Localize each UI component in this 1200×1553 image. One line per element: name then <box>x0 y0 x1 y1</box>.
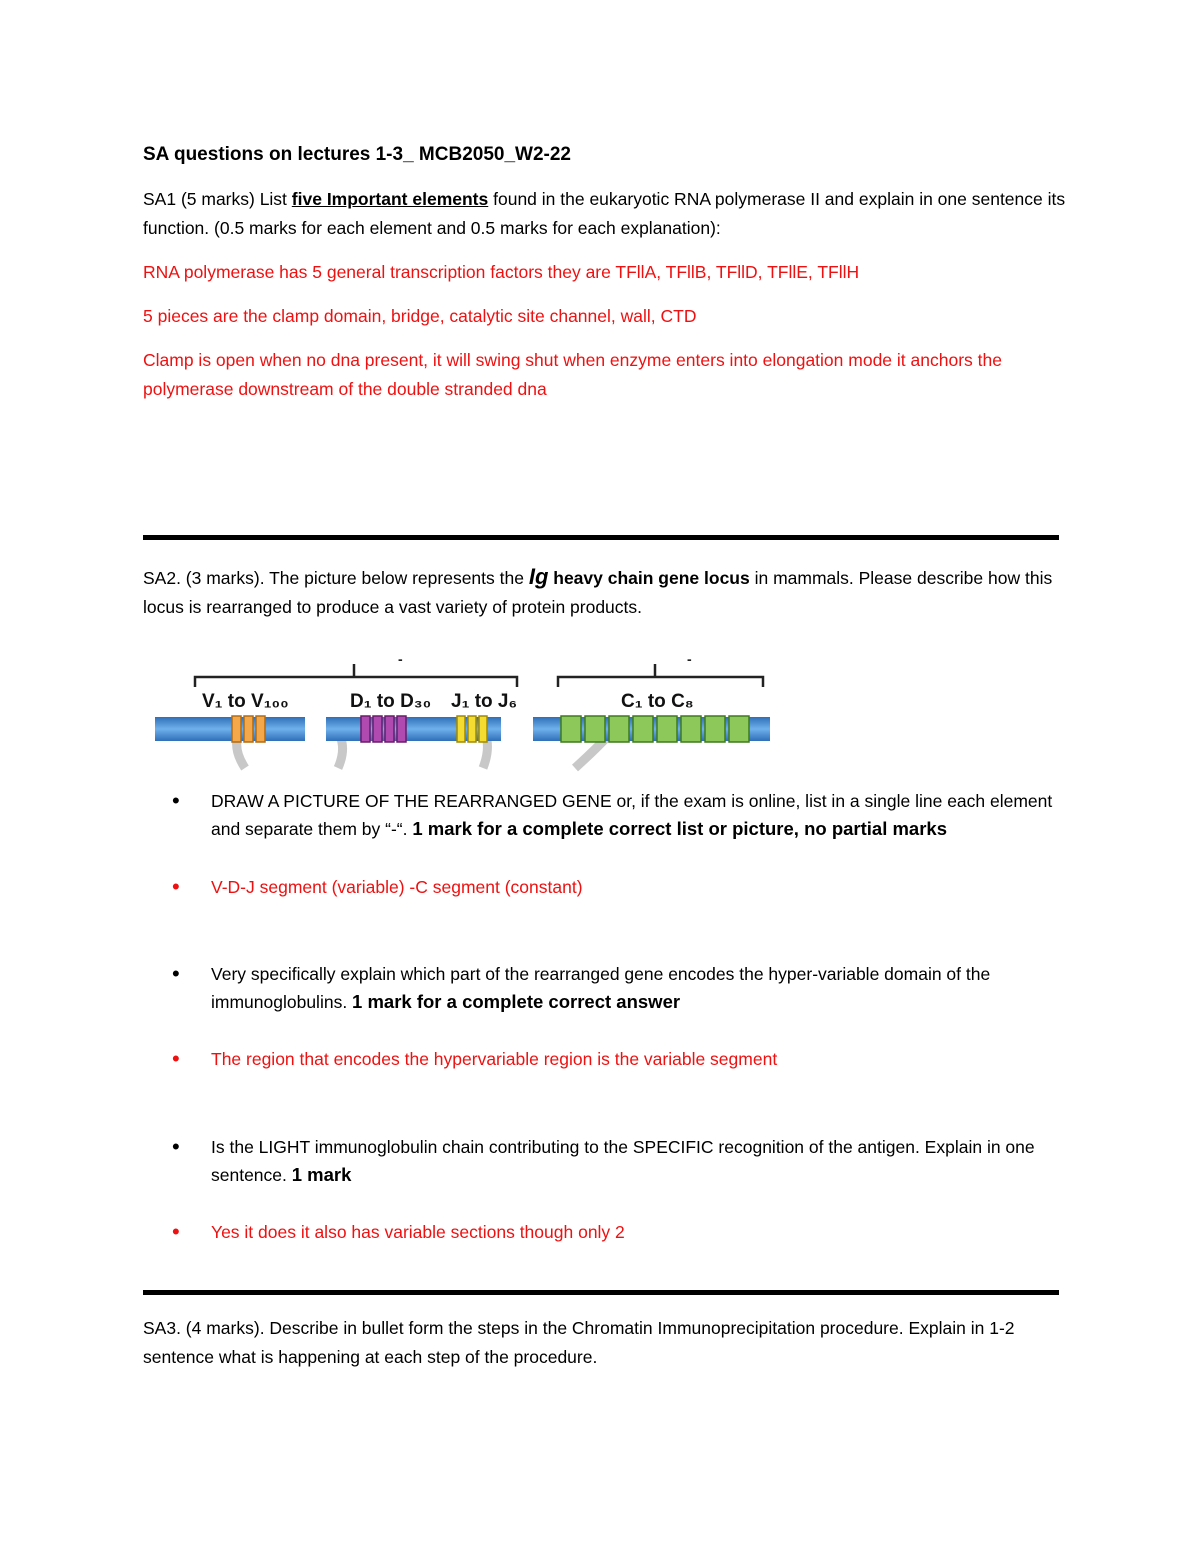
v-segment-label: V₁ to V₁₀₀ <box>202 691 289 712</box>
sa2-emphasis: heavy chain gene locus <box>548 568 750 588</box>
sa2-bullet-2 <box>211 960 1071 1016</box>
bullet-2-marks: 1 mark for a complete correct answer <box>352 991 681 1012</box>
bullet-3-marks: 1 mark <box>291 1164 352 1185</box>
bullet-dot: • <box>172 788 180 813</box>
sa1-answer-2: 5 pieces are the clamp domain, bridge, catalytic site channel, wall, CTD <box>143 306 697 326</box>
bullet-dot: • <box>172 961 180 986</box>
sa1-emphasis: five Important elements <box>291 189 489 209</box>
sa2-rest: in mammals. Please describe how this locus is rearranged to produce a vast variety of protein products. <box>143 568 1053 617</box>
bullet-dot: • <box>172 1046 180 1071</box>
dna-strand-v <box>155 717 305 741</box>
bullet-1-marks: 1 mark for a complete correct list or picture, no partial marks <box>412 818 947 839</box>
sa2-answer-2: The region that encodes the hypervariable region is the variable segment <box>211 1049 778 1069</box>
d-segment-label: D₁ to D₃₀ <box>350 691 432 712</box>
sa1-rest: found in the eukaryotic RNA polymerase II and explain in one sentence its function. (0.5 marks for each element and 0.5 marks for each explanation): <box>143 189 1066 238</box>
section-divider <box>143 535 1059 540</box>
sa1-question <box>143 185 1073 243</box>
ig-heavy-chain-locus-figure <box>150 650 780 775</box>
sa2-answer-3: Yes it does it also has variable sections though only 2 <box>211 1222 625 1242</box>
sa2-question <box>143 562 1073 622</box>
bullet-2-text: Very specifically explain which part of the rearranged gene encodes the hyper-variable domain of the immunoglobulins. <box>211 964 991 1012</box>
sa2-bullet-1 <box>211 787 1071 843</box>
sa1-answer-3: Clamp is open when no dna present, it will swing shut when enzyme enters into elongation mode it anchors the polymerase downstream of the double stranded dna <box>143 350 1002 399</box>
sa3-question: SA3. (4 marks). Describe in bullet form the steps in the Chromatin Immunoprecipitation procedure. Explain in 1-2 sentence what is happening at each step of the procedure. <box>143 1318 1015 1367</box>
bullet-dot: • <box>172 1219 180 1244</box>
constant-dash-label: - <box>687 651 692 667</box>
c-segment-label: C₁ to C₈ <box>621 691 694 712</box>
bullet-3-text: Is the LIGHT immunoglobulin chain contributing to the SPECIFIC recognition of the antigen. Explain in one sentence. <box>211 1137 1035 1185</box>
v-segments <box>232 716 265 742</box>
sa2-bullet-3 <box>211 1133 1071 1189</box>
sa2-ig: Ig <box>528 564 549 589</box>
j-segments <box>457 716 487 742</box>
sa2-prefix: SA2. (3 marks). The picture below represents the <box>143 568 529 588</box>
constant-bracket <box>558 677 763 687</box>
bullet-dot: • <box>172 874 180 899</box>
sa2-answer-1: V-D-J segment (variable) -C segment (constant) <box>211 877 583 897</box>
variable-bracket <box>195 677 517 687</box>
sa1-answer-1: RNA polymerase has 5 general transcription factors they are TFllA, TFllB, TFllD, TFllE, TFllH <box>143 262 860 282</box>
bullet-1-text: DRAW A PICTURE OF THE REARRANGED GENE or, if the exam is online, list in a single line each element and separate them by “-“. <box>211 791 1053 839</box>
sa1-prefix: SA1 (5 marks) List <box>143 189 292 209</box>
j-segment-label: J₁ to J₆ <box>451 691 518 712</box>
bullet-dot: • <box>172 1134 180 1159</box>
section-divider <box>143 1290 1059 1295</box>
page-title: SA questions on lectures 1-3_ MCB2050_W2-22 <box>143 144 571 165</box>
variable-dash-label: - <box>398 651 403 667</box>
